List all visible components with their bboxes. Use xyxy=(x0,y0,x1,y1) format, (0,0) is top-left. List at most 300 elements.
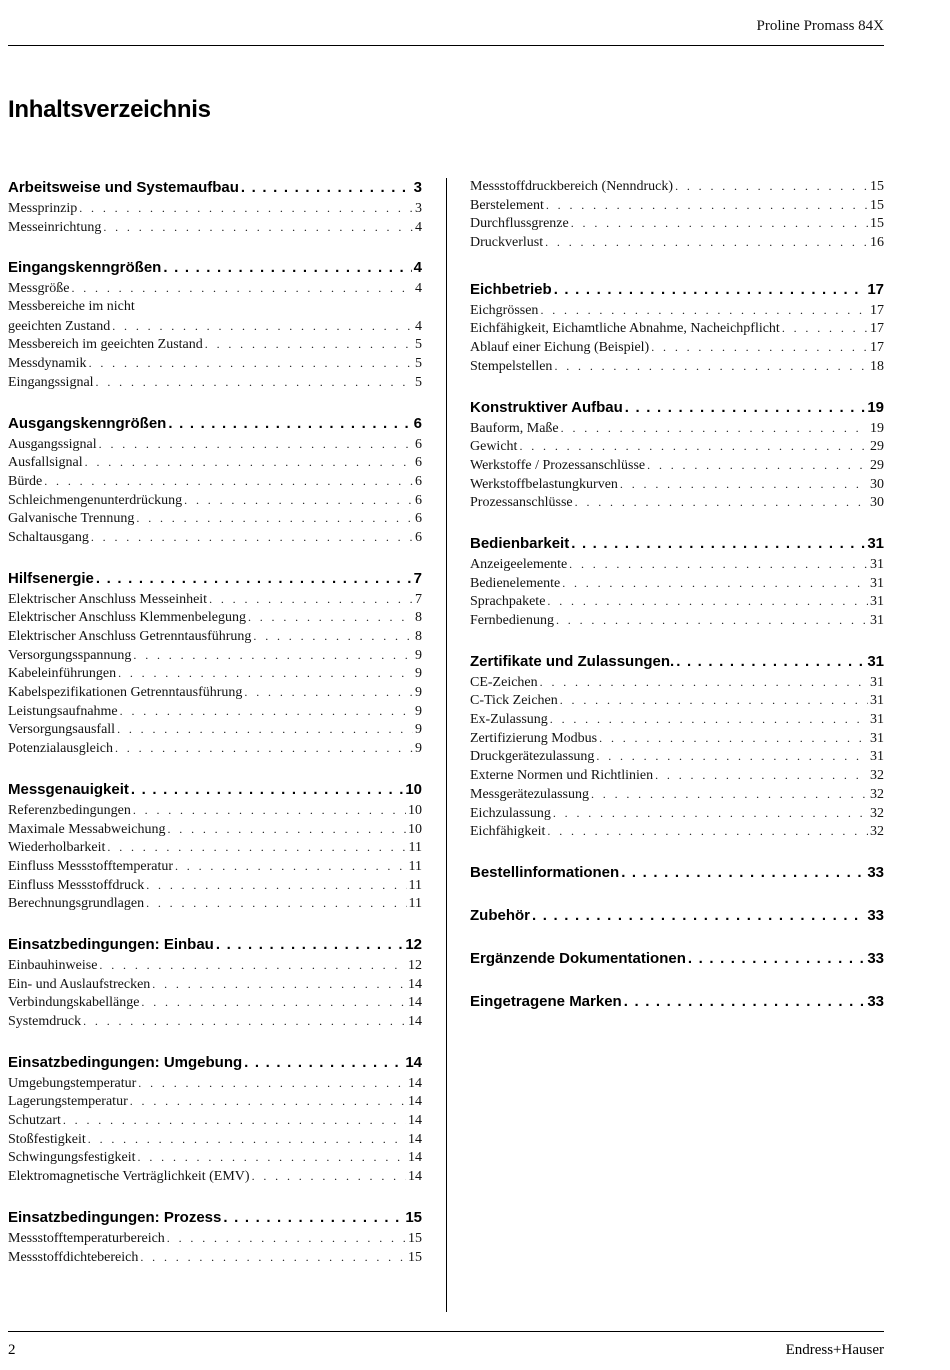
toc-heading-label: Einsatzbedingungen: Einbau xyxy=(8,935,214,953)
toc-entry[interactable] xyxy=(8,838,422,857)
toc-entry[interactable] xyxy=(8,739,422,758)
toc-dot-leader xyxy=(252,1167,406,1186)
toc-dot-leader xyxy=(782,319,868,338)
toc-entry[interactable] xyxy=(8,720,422,739)
toc-dot-leader xyxy=(620,475,868,494)
toc-section xyxy=(470,533,884,630)
toc-entry-page: 14 xyxy=(408,995,422,1011)
toc-entry[interactable] xyxy=(470,822,884,841)
toc-entry-label: Eichgrössen xyxy=(470,302,539,318)
toc-entry[interactable] xyxy=(8,218,422,237)
toc-entry-page: 14 xyxy=(408,1014,422,1029)
toc-entry-page: 14 xyxy=(408,1169,422,1185)
toc-dot-leader xyxy=(244,1052,403,1074)
toc-entry-label: Versorgungsspannung xyxy=(8,647,132,663)
toc-section-heading[interactable] xyxy=(8,779,422,801)
toc-entry[interactable] xyxy=(470,319,884,338)
toc-entry[interactable] xyxy=(470,475,884,494)
toc-section xyxy=(8,257,422,391)
toc-entry-page: 32 xyxy=(870,786,884,802)
toc-entry-page: 17 xyxy=(870,321,884,337)
toc-entry-page: 4 xyxy=(415,318,422,334)
toc-heading-page: 7 xyxy=(413,569,422,587)
toc-entry[interactable] xyxy=(8,590,422,609)
toc-heading-label: Eingetragene Marken xyxy=(470,992,622,1010)
toc-dot-leader xyxy=(625,397,866,419)
toc-entry[interactable] xyxy=(8,279,422,298)
toc-dot-leader xyxy=(167,1229,406,1248)
footer-rule xyxy=(8,1331,884,1332)
toc-entry[interactable] xyxy=(8,435,422,454)
toc-entry[interactable] xyxy=(470,729,884,748)
toc-dot-leader xyxy=(167,820,406,839)
toc-dot-leader xyxy=(71,279,413,298)
toc-entry[interactable] xyxy=(8,702,422,721)
toc-entry-page: 17 xyxy=(870,302,884,318)
toc-dot-leader xyxy=(547,822,868,841)
toc-dot-leader xyxy=(655,766,868,785)
toc-heading-page: 14 xyxy=(405,1053,422,1071)
toc-entry[interactable] xyxy=(470,233,884,252)
toc-entry-page: 14 xyxy=(408,1094,422,1110)
toc-heading-label: Konstruktiver Aufbau xyxy=(470,398,623,416)
toc-entry[interactable] xyxy=(470,555,884,574)
toc-section xyxy=(8,568,422,758)
toc-entry-page: 16 xyxy=(870,235,884,251)
toc-entry-page: 10 xyxy=(408,802,422,818)
toc-entry[interactable] xyxy=(8,820,422,839)
toc-dot-leader xyxy=(591,785,868,804)
toc-entry[interactable] xyxy=(8,354,422,373)
toc-dot-leader xyxy=(136,509,413,528)
toc-entry-label: C-Tick Zeichen xyxy=(470,693,558,709)
toc-entry[interactable] xyxy=(8,857,422,876)
toc-dot-leader xyxy=(115,739,413,758)
toc-entry-page: 17 xyxy=(870,340,884,356)
toc-section xyxy=(8,413,422,547)
toc-dot-leader xyxy=(131,779,403,801)
toc-entry-label: CE-Zeichen xyxy=(470,674,538,690)
toc-entry[interactable] xyxy=(470,196,884,215)
toc-heading-label: Hilfsenergie xyxy=(8,569,94,587)
toc-entry-label: Lagerungstemperatur xyxy=(8,1094,128,1110)
toc-entry-page: 6 xyxy=(415,529,422,545)
toc-dot-leader xyxy=(553,804,868,823)
toc-entry[interactable] xyxy=(8,876,422,895)
toc-section xyxy=(8,779,422,913)
toc-entry[interactable] xyxy=(8,683,422,702)
toc-dot-leader xyxy=(79,199,413,218)
toc-heading-page: 19 xyxy=(867,398,884,416)
toc-entry[interactable] xyxy=(470,710,884,729)
toc-section xyxy=(470,991,884,1013)
toc-section-heading[interactable] xyxy=(470,991,884,1013)
toc-section xyxy=(470,177,884,252)
toc-entry[interactable] xyxy=(8,1229,422,1248)
toc-entry-page: 3 xyxy=(415,201,422,216)
toc-entry-page: 31 xyxy=(870,749,884,765)
toc-heading-page: 10 xyxy=(405,780,422,798)
toc-dot-leader xyxy=(561,419,868,438)
toc-entry-page: 29 xyxy=(870,457,884,473)
toc-entry-page: 32 xyxy=(870,824,884,840)
toc-section-heading[interactable] xyxy=(8,257,422,279)
toc-entry-page: 8 xyxy=(415,629,422,644)
toc-entry[interactable] xyxy=(470,456,884,475)
toc-section-heading[interactable] xyxy=(8,1207,422,1229)
toc-entry-label: Stempelstellen xyxy=(470,358,553,374)
toc-entry-page: 31 xyxy=(870,594,884,610)
toc-entry[interactable] xyxy=(8,199,422,218)
toc-entry[interactable] xyxy=(8,373,422,392)
toc-entry-page: 14 xyxy=(408,1075,422,1091)
toc-entry-page: 32 xyxy=(870,805,884,821)
toc-dot-leader xyxy=(163,257,411,279)
toc-dot-leader xyxy=(554,357,868,376)
toc-dot-leader xyxy=(675,177,868,196)
toc-entry-label: Anzeigeelemente xyxy=(470,556,568,572)
toc-entry[interactable] xyxy=(470,437,884,456)
toc-entry-label: Ein- und Auslaufstrecken xyxy=(8,976,151,992)
toc-entry[interactable] xyxy=(470,611,884,630)
toc-section xyxy=(8,934,422,1031)
toc-heading-label: Ergänzende Dokumentationen xyxy=(470,949,686,967)
toc-dot-leader xyxy=(241,177,412,199)
toc-entry-page: 14 xyxy=(408,976,422,992)
toc-dot-leader xyxy=(688,948,865,970)
toc-entry-page: 15 xyxy=(870,197,884,213)
toc-entry-label: Fernbedienung xyxy=(470,613,554,628)
toc-entry[interactable] xyxy=(470,301,884,320)
toc-dot-leader xyxy=(152,975,406,994)
toc-entry[interactable] xyxy=(470,177,884,196)
toc-entry[interactable] xyxy=(8,317,422,336)
toc-dot-leader xyxy=(546,196,868,215)
toc-entry[interactable] xyxy=(8,453,422,472)
toc-section-heading[interactable] xyxy=(8,177,422,199)
toc-entry-label: Eichfähigkeit xyxy=(470,824,546,840)
toc-entry-label: Messprinzip xyxy=(8,201,78,216)
toc-entry-label: Durchflussgrenze xyxy=(470,216,569,232)
toc-entry-page: 5 xyxy=(415,374,422,390)
toc-entry-label: Eichfähigkeit, Eichamtliche Abnahme, Nacheichpflicht xyxy=(470,321,780,337)
toc-entry-label: Einfluss Messstofftemperatur xyxy=(8,858,173,874)
toc-section-heading[interactable] xyxy=(8,1052,422,1074)
toc-entry-label: Verbindungskabellänge xyxy=(8,995,140,1011)
toc-dot-leader xyxy=(96,568,412,590)
toc-heading-page: 15 xyxy=(405,1208,422,1226)
toc-section xyxy=(470,397,884,512)
toc-dot-leader xyxy=(118,664,413,683)
toc-dot-leader xyxy=(133,646,413,665)
toc-entry-label: Externe Normen und Richtlinien xyxy=(470,768,654,784)
toc-entry-page: 12 xyxy=(408,957,422,973)
toc-entry-page: 11 xyxy=(408,840,422,856)
toc-entry-page: 30 xyxy=(870,495,884,511)
toc-entry-page: 6 xyxy=(415,511,422,527)
toc-entry[interactable] xyxy=(8,664,422,683)
toc-dot-leader xyxy=(244,683,413,702)
toc-entry[interactable] xyxy=(8,894,422,913)
toc-entry-label: Messstoffdruckbereich (Nenndruck) xyxy=(470,179,674,194)
toc-entry-page: 31 xyxy=(870,575,884,591)
toc-entry-page: 9 xyxy=(415,741,422,757)
toc-entry-label: Elektromagnetische Verträglichkeit (EMV) xyxy=(8,1169,250,1185)
toc-entry-label: Galvanische Trennung xyxy=(8,511,135,527)
toc-entry-label: Einfluss Messstoffdruck xyxy=(8,877,145,893)
toc-dot-leader xyxy=(205,335,413,354)
toc-dot-leader xyxy=(168,413,411,435)
toc-dot-leader xyxy=(571,214,868,233)
toc-entry-page: 19 xyxy=(870,420,884,436)
toc-heading-label: Messgenauigkeit xyxy=(8,780,129,798)
toc-entry[interactable] xyxy=(8,1092,422,1111)
toc-entry-label: Messbereich im geeichten Zustand xyxy=(8,337,203,353)
toc-entry-page: 6 xyxy=(415,473,422,489)
toc-dot-leader xyxy=(216,934,403,956)
toc-dot-leader xyxy=(624,991,866,1013)
toc-entry-label: Ex-Zulassung xyxy=(470,712,548,728)
toc-dot-leader xyxy=(540,673,868,692)
toc-section-heading[interactable] xyxy=(470,651,884,673)
toc-dot-leader xyxy=(99,956,406,975)
toc-entry[interactable] xyxy=(8,627,422,646)
toc-dot-leader xyxy=(560,691,868,710)
toc-entry[interactable] xyxy=(8,801,422,820)
toc-dot-leader xyxy=(96,373,413,392)
toc-section-heading[interactable] xyxy=(8,934,422,956)
toc-entry[interactable] xyxy=(8,975,422,994)
toc-entry-label: Leistungsaufnahme xyxy=(8,703,118,719)
toc-heading-page: 31 xyxy=(867,652,884,670)
toc-heading-page: 4 xyxy=(413,259,422,277)
toc-entry-page: 6 xyxy=(415,492,422,508)
toc-section-heading[interactable] xyxy=(8,413,422,435)
toc-heading-label: Zertifikate und Zulassungen. xyxy=(470,652,675,670)
toc-dot-leader xyxy=(184,491,413,510)
toc-entry-label: Messgröße xyxy=(8,281,70,297)
toc-entry[interactable] xyxy=(470,574,884,593)
toc-entry-page: 11 xyxy=(408,877,422,893)
toc-entry[interactable] xyxy=(8,1012,422,1031)
toc-entry-label: Einbauhinweise xyxy=(8,957,98,973)
toc-entry-label: Messbereiche im nicht xyxy=(8,299,135,315)
toc-section-heading[interactable] xyxy=(470,279,884,301)
toc-entry-page: 11 xyxy=(408,858,422,874)
toc-dot-leader xyxy=(519,437,868,456)
toc-heading-page: 33 xyxy=(867,949,884,967)
toc-left-column xyxy=(8,177,422,1266)
toc-entry-page: 9 xyxy=(415,722,422,738)
toc-dot-leader xyxy=(209,590,413,609)
toc-entry-label: Potenzialausgleich xyxy=(8,741,113,757)
toc-entry[interactable] xyxy=(470,785,884,804)
toc-dot-leader xyxy=(651,338,868,357)
toc-entry[interactable] xyxy=(8,1074,422,1093)
toc-entry-page: 14 xyxy=(408,1150,422,1166)
toc-heading-label: Eichbetrieb xyxy=(470,280,552,298)
toc-entry[interactable] xyxy=(8,491,422,510)
toc-entry-label: Bürde xyxy=(8,473,43,489)
toc-entry-label: Bedienelemente xyxy=(470,575,561,591)
toc-dot-leader xyxy=(223,1207,403,1229)
toc-entry-page: 9 xyxy=(415,685,422,701)
toc-dot-leader xyxy=(532,905,865,927)
toc-entry[interactable] xyxy=(470,747,884,766)
toc-dot-leader xyxy=(99,435,413,454)
toc-entry-page: 9 xyxy=(415,703,422,719)
toc-section-heading[interactable] xyxy=(470,948,884,970)
toc-heading-label: Bedienbarkeit xyxy=(470,534,570,552)
toc-entry-page: 29 xyxy=(870,439,884,455)
toc-heading-label: Eingangskenngrößen xyxy=(8,259,162,277)
toc-entry[interactable] xyxy=(470,691,884,710)
toc-entry-label: Eichzulassung xyxy=(470,805,551,821)
toc-entry-page: 15 xyxy=(408,1230,422,1246)
toc-entry-label: Zertifizierung Modbus xyxy=(470,730,598,746)
toc-entry[interactable] xyxy=(470,493,884,512)
toc-entry[interactable] xyxy=(8,528,422,547)
toc-entry-page: 5 xyxy=(415,356,422,372)
toc-entry[interactable] xyxy=(8,956,422,975)
toc-dot-leader xyxy=(138,1074,406,1093)
toc-entry[interactable] xyxy=(470,214,884,233)
toc-dot-leader xyxy=(556,611,868,630)
toc-section-heading[interactable] xyxy=(470,533,884,555)
toc-entry[interactable] xyxy=(8,608,422,627)
toc-heading-page: 12 xyxy=(405,935,422,953)
toc-entry[interactable] xyxy=(8,1111,422,1130)
toc-dot-leader xyxy=(117,720,413,739)
toc-heading-page: 3 xyxy=(413,179,422,196)
toc-entry[interactable] xyxy=(8,1167,422,1186)
toc-entry-label: Druckgerätezulassung xyxy=(470,749,595,765)
toc-entry[interactable] xyxy=(8,646,422,665)
toc-entry-label: Ausgangssignal xyxy=(8,436,97,452)
toc-dot-leader xyxy=(130,1092,406,1111)
toc-entry-page: 9 xyxy=(415,666,422,682)
toc-entry[interactable] xyxy=(8,1148,422,1167)
toc-entry[interactable] xyxy=(8,335,422,354)
toc-dot-leader xyxy=(550,710,868,729)
toc-entry-label: Elektrischer Anschluss Klemmenbelegung xyxy=(8,610,246,626)
toc-dot-leader xyxy=(112,317,413,336)
toc-right-column xyxy=(470,177,884,1013)
toc-entry-page: 15 xyxy=(870,179,884,194)
toc-entry-label: Schaltausgang xyxy=(8,529,89,545)
toc-dot-leader xyxy=(83,1012,406,1031)
toc-section-heading[interactable] xyxy=(470,862,884,884)
toc-entry-line[interactable] xyxy=(8,298,422,317)
toc-entry-label: Werkstoffe / Prozessanschlüsse xyxy=(470,457,646,473)
toc-entry-label: Ablauf einer Eichung (Beispiel) xyxy=(470,340,650,356)
header-rule xyxy=(8,45,884,46)
toc-entry[interactable] xyxy=(470,766,884,785)
toc-dot-leader xyxy=(248,608,413,627)
toc-entry-label: Ausfallsignal xyxy=(8,455,83,471)
toc-entry-label: Systemdruck xyxy=(8,1014,82,1029)
toc-entry-page: 30 xyxy=(870,476,884,492)
toc-section xyxy=(8,177,422,236)
toc-dot-leader xyxy=(562,574,868,593)
toc-entry-page: 15 xyxy=(870,216,884,232)
toc-section xyxy=(8,1052,422,1186)
toc-entry-label: Messdynamik xyxy=(8,356,87,372)
toc-dot-leader xyxy=(540,301,868,320)
toc-dot-leader xyxy=(545,233,868,252)
toc-entry-page: 8 xyxy=(415,610,422,626)
toc-entry-label: Schwingungsfestigkeit xyxy=(8,1150,136,1166)
toc-entry[interactable] xyxy=(470,357,884,376)
toc-section-heading[interactable] xyxy=(470,905,884,927)
toc-dot-leader xyxy=(140,1248,406,1267)
toc-entry-page: 31 xyxy=(870,730,884,746)
toc-entry-label: Elektrischer Anschluss Messeinheit xyxy=(8,591,208,607)
toc-entry[interactable] xyxy=(470,673,884,692)
toc-entry-label: Schleichmengenunterdrückung xyxy=(8,492,183,508)
toc-entry-page: 18 xyxy=(870,358,884,374)
toc-dot-leader xyxy=(88,1130,406,1149)
toc-entry[interactable] xyxy=(470,419,884,438)
toc-entry-label: Schutzart xyxy=(8,1113,61,1129)
toc-dot-leader xyxy=(569,555,868,574)
toc-dot-leader xyxy=(63,1111,406,1130)
toc-entry-page: 7 xyxy=(415,591,422,607)
toc-heading-page: 17 xyxy=(867,280,884,298)
toc-dot-leader xyxy=(554,279,866,301)
toc-section-heading[interactable] xyxy=(8,568,422,590)
toc-entry[interactable] xyxy=(470,804,884,823)
toc-dot-leader xyxy=(138,1148,406,1167)
toc-entry[interactable] xyxy=(470,592,884,611)
toc-entry-label: geeichten Zustand xyxy=(8,318,111,334)
toc-dot-leader xyxy=(146,894,406,913)
toc-entry-label: Sprachpakete xyxy=(470,594,546,610)
toc-heading-page: 31 xyxy=(867,534,884,552)
toc-entry-page: 31 xyxy=(870,693,884,709)
toc-dot-leader xyxy=(596,747,868,766)
toc-entry-page: 31 xyxy=(870,712,884,728)
toc-entry[interactable] xyxy=(8,1130,422,1149)
toc-heading-label: Zubehör xyxy=(470,906,530,924)
toc-entry[interactable] xyxy=(470,338,884,357)
toc-entry-page: 9 xyxy=(415,647,422,663)
toc-entry-label: Messstoffdichtebereich xyxy=(8,1249,139,1265)
toc-entry-label: Druckverlust xyxy=(470,235,544,251)
toc-dot-leader xyxy=(120,702,413,721)
toc-section-heading[interactable] xyxy=(470,397,884,419)
toc-entry[interactable] xyxy=(8,472,422,491)
footer-page-number: 2 xyxy=(8,1342,16,1358)
toc-entry[interactable] xyxy=(8,509,422,528)
toc-dot-leader xyxy=(547,592,868,611)
toc-entry-label: Bauform, Maße xyxy=(470,420,559,436)
toc-dot-leader xyxy=(141,993,406,1012)
toc-heading-label: Einsatzbedingungen: Umgebung xyxy=(8,1053,243,1071)
toc-heading-label: Ausgangskenngrößen xyxy=(8,414,167,432)
toc-heading-label: Arbeitsweise und Systemaufbau xyxy=(8,179,239,196)
toc-section xyxy=(470,279,884,376)
toc-entry[interactable] xyxy=(8,1248,422,1267)
toc-entry-label: Messeinrichtung xyxy=(8,219,102,235)
toc-entry[interactable] xyxy=(8,993,422,1012)
toc-entry-page: 10 xyxy=(408,821,422,837)
toc-dot-leader xyxy=(133,801,406,820)
toc-dot-leader xyxy=(89,354,413,373)
toc-entry-label: Wiederholbarkeit xyxy=(8,840,106,856)
page-title: Inhaltsverzeichnis xyxy=(8,96,211,123)
toc-heading-page: 33 xyxy=(867,863,884,881)
